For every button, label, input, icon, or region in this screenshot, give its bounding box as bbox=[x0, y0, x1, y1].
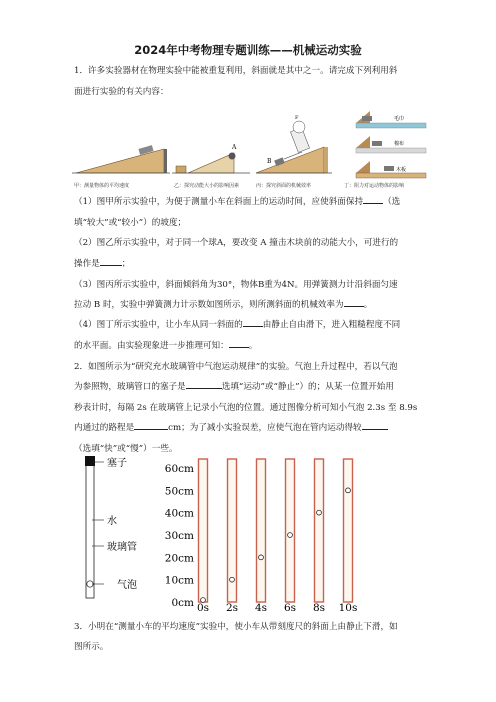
stopper bbox=[85, 456, 95, 466]
caption-d: 丁：阻力对运动物体的影响 bbox=[344, 183, 405, 189]
bubble-position-point bbox=[230, 577, 235, 582]
caption-b: 乙：探究动能大小的影响因素 bbox=[174, 183, 240, 189]
label-B: B bbox=[267, 158, 272, 165]
q1-part1-line2: 填“较大”或“较小”）的坡度； bbox=[74, 218, 187, 228]
label-bubble: 气泡 bbox=[117, 580, 137, 591]
q2-line5: （选填“快”或“慢”）一些。 bbox=[74, 444, 178, 454]
x-tick-label: 2s bbox=[225, 602, 239, 612]
q1-part2-line1: （2）图乙所示实验中，对于同一个球A，要改变 A 撞击木块前的动能大小，可进行的 bbox=[74, 238, 399, 248]
x-tick-label: 0s bbox=[196, 602, 210, 612]
q2-line1: 2．如图所示为“研究充水玻璃管中气泡运动规律”的实验。气泡上升过程中，若以气泡 bbox=[74, 362, 398, 372]
x-tick-label: 8s bbox=[312, 602, 326, 612]
ruler-bar bbox=[344, 459, 353, 602]
bubble-chart-svg bbox=[82, 452, 382, 612]
q1-part3-line1: （3）图丙所示实验中，斜面倾斜角为30°，物体B重为4N。用弹簧测力计沿斜面匀速 bbox=[74, 280, 398, 290]
q1-figure bbox=[72, 109, 430, 191]
label-stopper: 塞子 bbox=[107, 458, 127, 469]
q2-line4: 内通过的路程是 cm；为了减小实验误差，应使气泡在管内运动得较 bbox=[74, 419, 424, 437]
bubble-position-point bbox=[317, 510, 322, 515]
label-board: 木板 bbox=[396, 167, 407, 173]
incline-d-drawing bbox=[356, 111, 426, 178]
label-cotton: 棉布 bbox=[394, 141, 405, 147]
label-A: A bbox=[232, 144, 237, 151]
label-water: 水 bbox=[107, 516, 117, 527]
ruler-bar bbox=[199, 459, 208, 602]
bubble-position-point bbox=[259, 555, 264, 560]
bubble-position-point bbox=[346, 488, 351, 493]
label-towel: 毛巾 bbox=[394, 116, 405, 122]
y-tick-label: 10cm bbox=[164, 574, 194, 587]
q3-line1: 3．小明在“测量小车的平均速度”实验中，使小车从带刻度尺的斜面上由静止下滑，如 bbox=[74, 622, 398, 632]
q1-intro-line2: 面进行实验的有关内容： bbox=[74, 87, 169, 97]
y-tick-label: 20cm bbox=[164, 552, 194, 565]
answer-blank[interactable] bbox=[362, 420, 388, 430]
q3-line2: 图所示。 bbox=[74, 642, 109, 652]
incline-c-drawing bbox=[256, 115, 332, 173]
answer-blank[interactable] bbox=[100, 256, 122, 266]
x-tick-label: 10s bbox=[338, 602, 358, 612]
answer-blank[interactable] bbox=[344, 297, 364, 307]
label-tube: 玻璃管 bbox=[107, 542, 137, 553]
q1-part1-line1: （1）图甲所示实验中，为便于测量小车在斜面上的运动时间，应使斜面保持 （选 bbox=[74, 193, 424, 211]
ruler-bar bbox=[315, 459, 324, 602]
y-tick-label: 40cm bbox=[164, 507, 194, 520]
answer-blank[interactable] bbox=[243, 317, 263, 327]
answer-blank[interactable] bbox=[134, 420, 168, 430]
y-tick-label: 30cm bbox=[164, 530, 194, 542]
y-tick-label: 0cm bbox=[171, 597, 194, 609]
q1-part3-line2: 拉动 B 时，实验中弹簧测力计示数如图所示，则所测斜面的机械效率为 。 bbox=[74, 296, 424, 314]
q1-part4-line1: （4）图丁所示实验中，让小车从同一斜面的 由静止自由滑下，进入粗糙程度不同 bbox=[74, 316, 424, 334]
answer-blank[interactable] bbox=[363, 194, 383, 204]
incline-b-drawing bbox=[172, 144, 250, 173]
q1-part4-line2: 的水平面。由实验现象进一步推理可知： 。 bbox=[74, 337, 424, 355]
q1-part2-line2: 操作是 ； bbox=[74, 255, 424, 273]
caption-c: 丙：探究斜面的机械效率 bbox=[256, 183, 312, 189]
label-F: F bbox=[295, 115, 299, 121]
page-title: 2024年中考物理专题训练——机械运动实验 bbox=[134, 43, 362, 57]
answer-blank[interactable] bbox=[229, 338, 249, 348]
answer-blank[interactable] bbox=[186, 379, 222, 389]
caption-a: 甲：测量物体的平均速度 bbox=[74, 183, 130, 189]
x-tick-label: 6s bbox=[283, 602, 297, 612]
bubble-chart bbox=[82, 452, 382, 612]
ruler-bar bbox=[257, 459, 266, 602]
q1-intro-line1: 1．许多实验器材在物理实验中能被重复利用，斜面就是其中之一。请完成下列利用斜 bbox=[74, 66, 398, 76]
ruler-bar bbox=[286, 459, 295, 602]
bubble-position-point bbox=[201, 598, 206, 603]
glass-tube bbox=[85, 456, 137, 598]
x-tick-label: 4s bbox=[254, 602, 268, 612]
bubble-position-point bbox=[288, 533, 293, 538]
q1-figure-drawing bbox=[72, 109, 430, 191]
q2-line3: 秒表计时，每隔 2s 在玻璃管上记录小气泡的位置。通过图像分析可知小气泡 2.3s 至 8.9s bbox=[74, 403, 418, 413]
incline-a-drawing bbox=[72, 145, 170, 173]
y-tick-label: 60cm bbox=[164, 463, 194, 475]
q2-line2: 为参照物，玻璃管口的塞子是 选填“运动”或“静止”）的；从某一位置开始用 bbox=[74, 378, 424, 396]
y-tick-label: 50cm bbox=[164, 485, 194, 498]
